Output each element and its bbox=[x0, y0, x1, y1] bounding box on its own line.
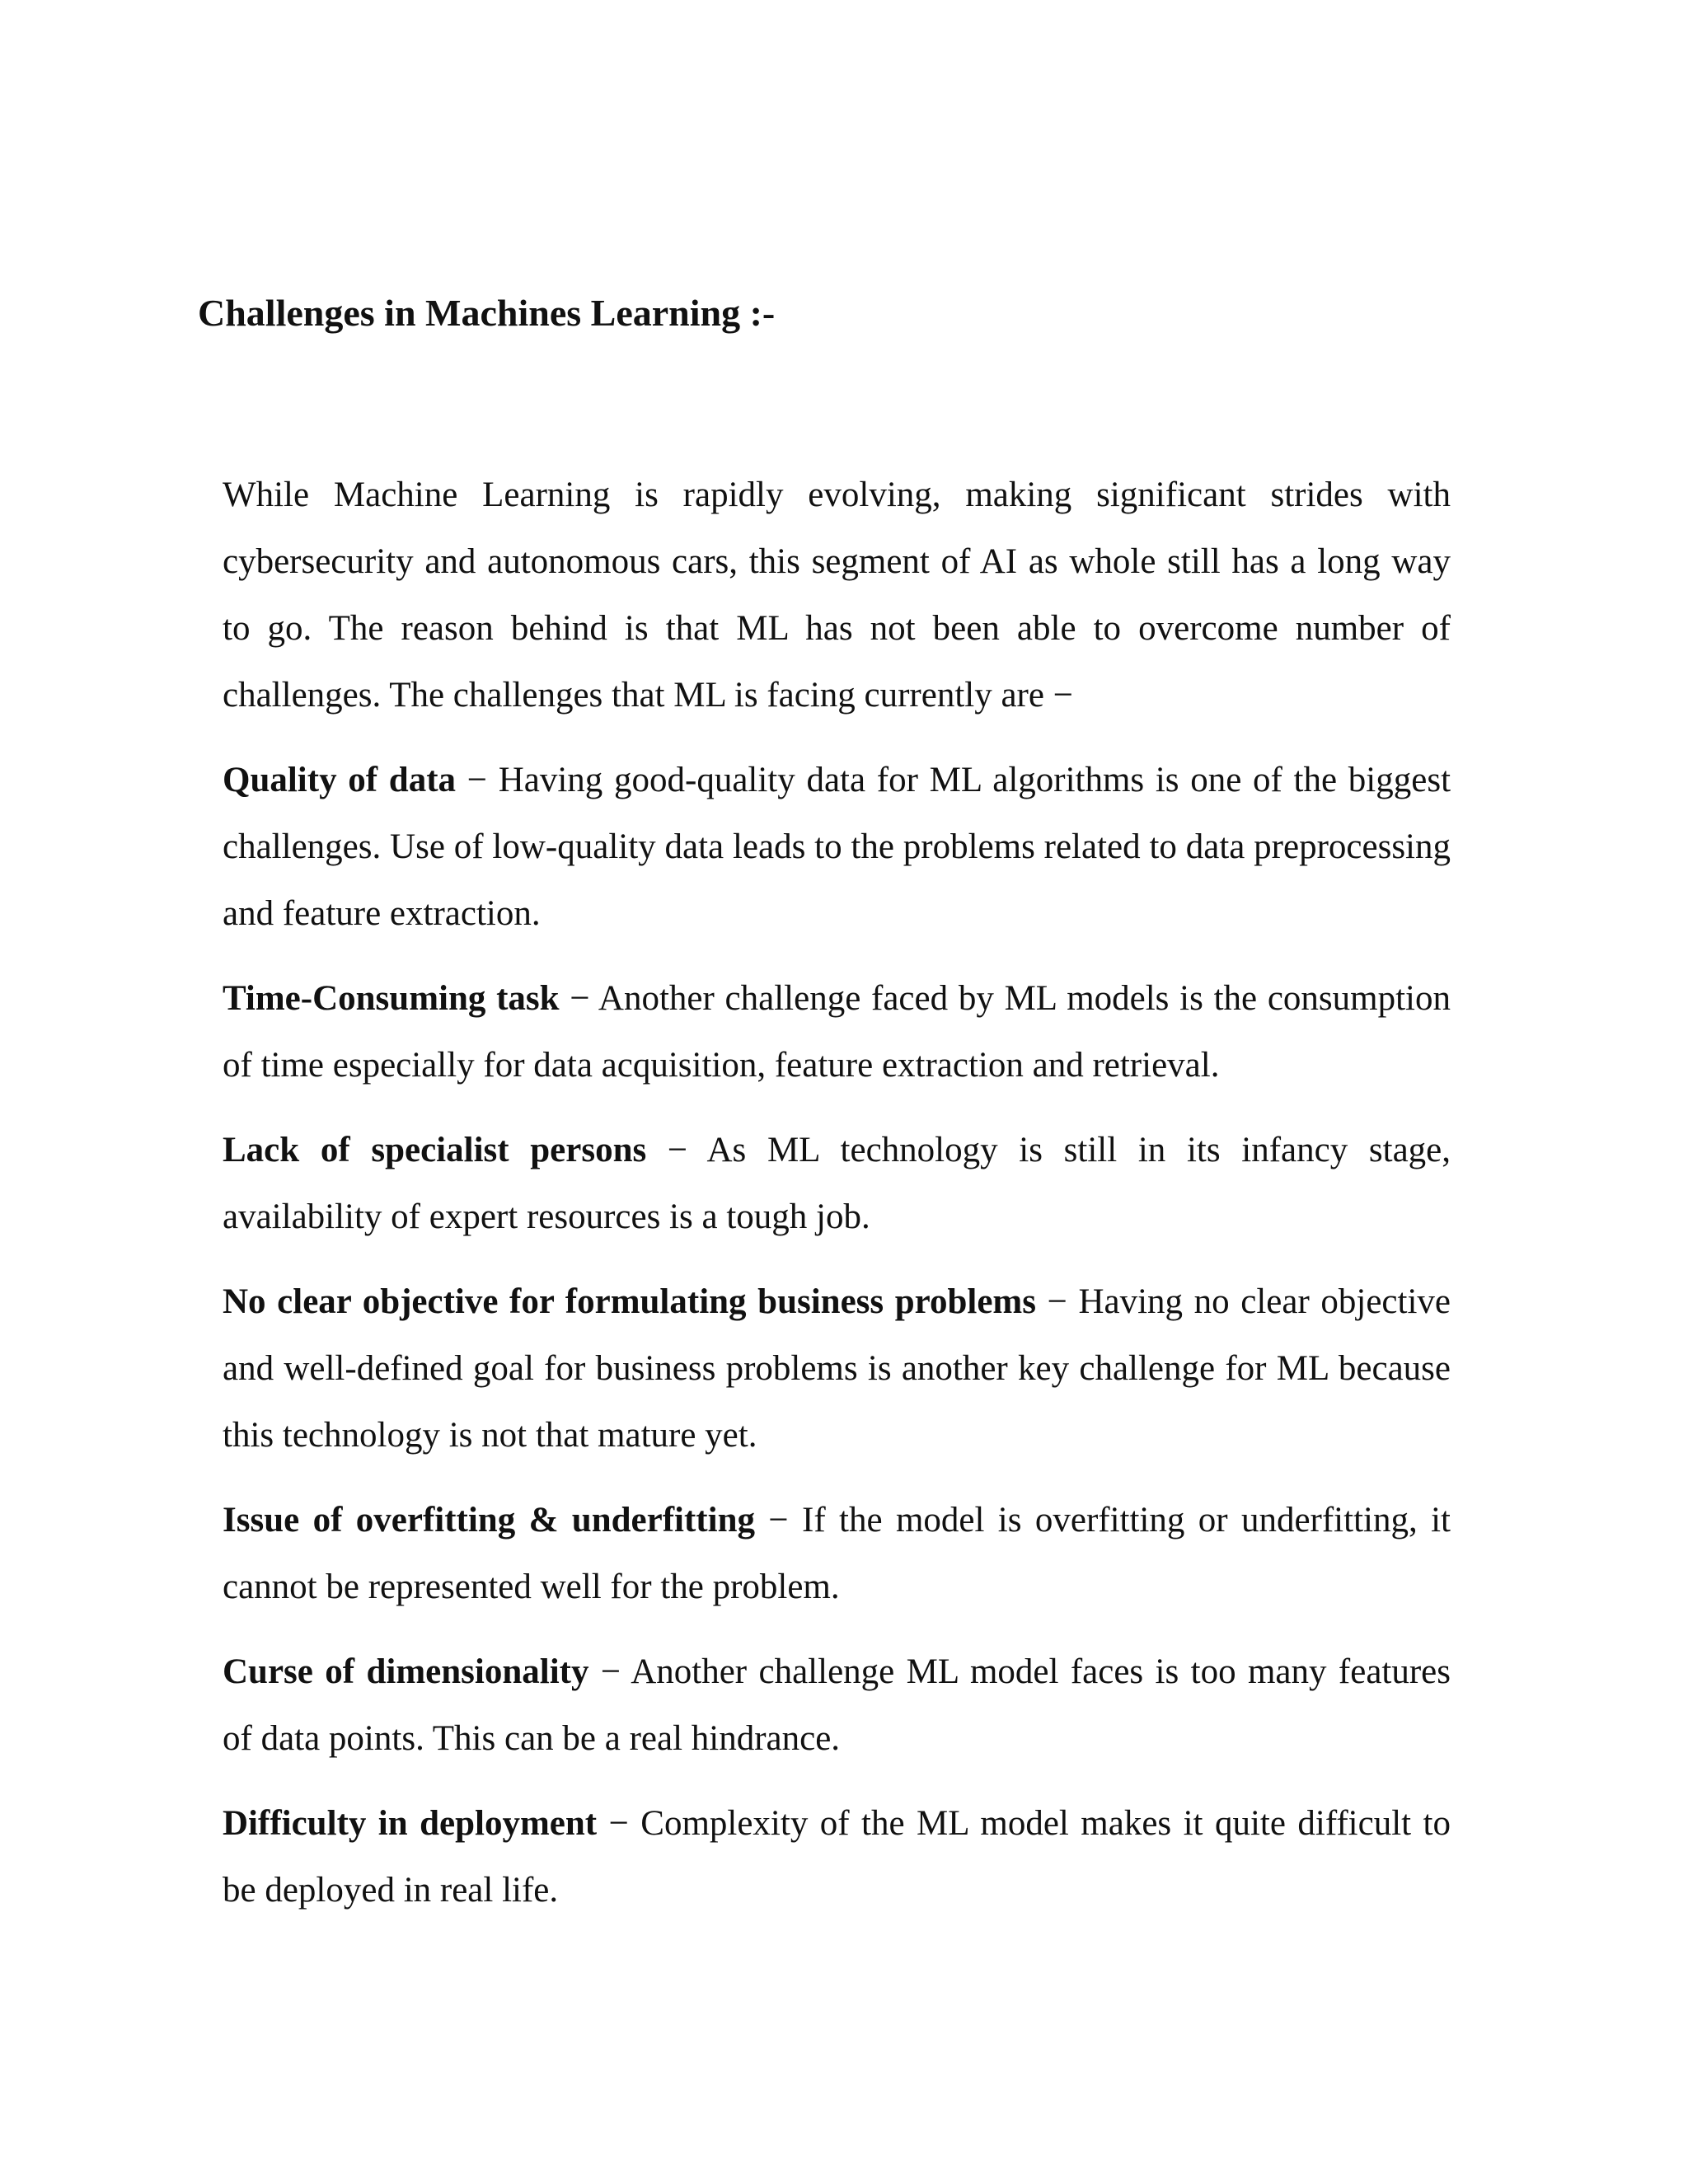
challenge-overfitting-underfitting bbox=[223, 1487, 1451, 1620]
intro-paragraph: While Machine Learning is rapidly evolving, making significant strides with cybersecurity and autonomous cars, this segment of AI as whole still has a long way to go. The reason behind is that ML has not been able to overcome number of challenges. The challenges that ML is facing currently are − bbox=[223, 476, 1451, 715]
challenge-term: Issue of overfitting & underfitting bbox=[223, 1501, 755, 1540]
challenge-description: − As ML technology is still in its infancy stage, availability of expert resources is a tough job. bbox=[223, 1131, 1451, 1236]
challenge-description: − Having good-quality data for ML algorithms is one of the biggest challenges. Use of low-quality data leads to the problems related to data preprocessing and feature extraction. bbox=[223, 761, 1451, 933]
document-title: Challenges in Machines Learning :- bbox=[198, 292, 776, 334]
challenge-description: − If the model is overfitting or underfitting, it cannot be represented well for the problem. bbox=[223, 1501, 1451, 1606]
challenge-description: − Another challenge ML model faces is too many features of data points. This can be a real hindrance. bbox=[223, 1652, 1451, 1758]
challenge-description: − Another challenge faced by ML models is the consumption of time especially for data acquisition, feature extraction and retrieval. bbox=[223, 979, 1451, 1085]
challenge-quality-of-data bbox=[223, 747, 1451, 947]
challenge-description: − Complexity of the ML model makes it quite difficult to be deployed in real life. bbox=[223, 1804, 1451, 1910]
document-body bbox=[223, 462, 1451, 1942]
challenge-no-clear-objective bbox=[223, 1268, 1451, 1469]
challenge-term: Curse of dimensionality bbox=[223, 1652, 589, 1691]
challenge-term: Time-Consuming task bbox=[223, 979, 560, 1018]
challenge-description: − Having no clear objective and well-defined goal for business problems is another key challenge for ML because this technology is not that mature yet. bbox=[223, 1282, 1451, 1455]
challenge-term: No clear objective for formulating business problems bbox=[223, 1282, 1036, 1321]
challenge-curse-of-dimensionality bbox=[223, 1638, 1451, 1772]
challenge-lack-of-specialist-persons bbox=[223, 1117, 1451, 1250]
challenge-term: Quality of data bbox=[223, 761, 457, 799]
challenge-time-consuming-task bbox=[223, 965, 1451, 1099]
challenge-term: Difficulty in deployment bbox=[223, 1804, 598, 1843]
challenge-term: Lack of specialist persons bbox=[223, 1131, 647, 1169]
challenge-difficulty-in-deployment bbox=[223, 1790, 1451, 1924]
